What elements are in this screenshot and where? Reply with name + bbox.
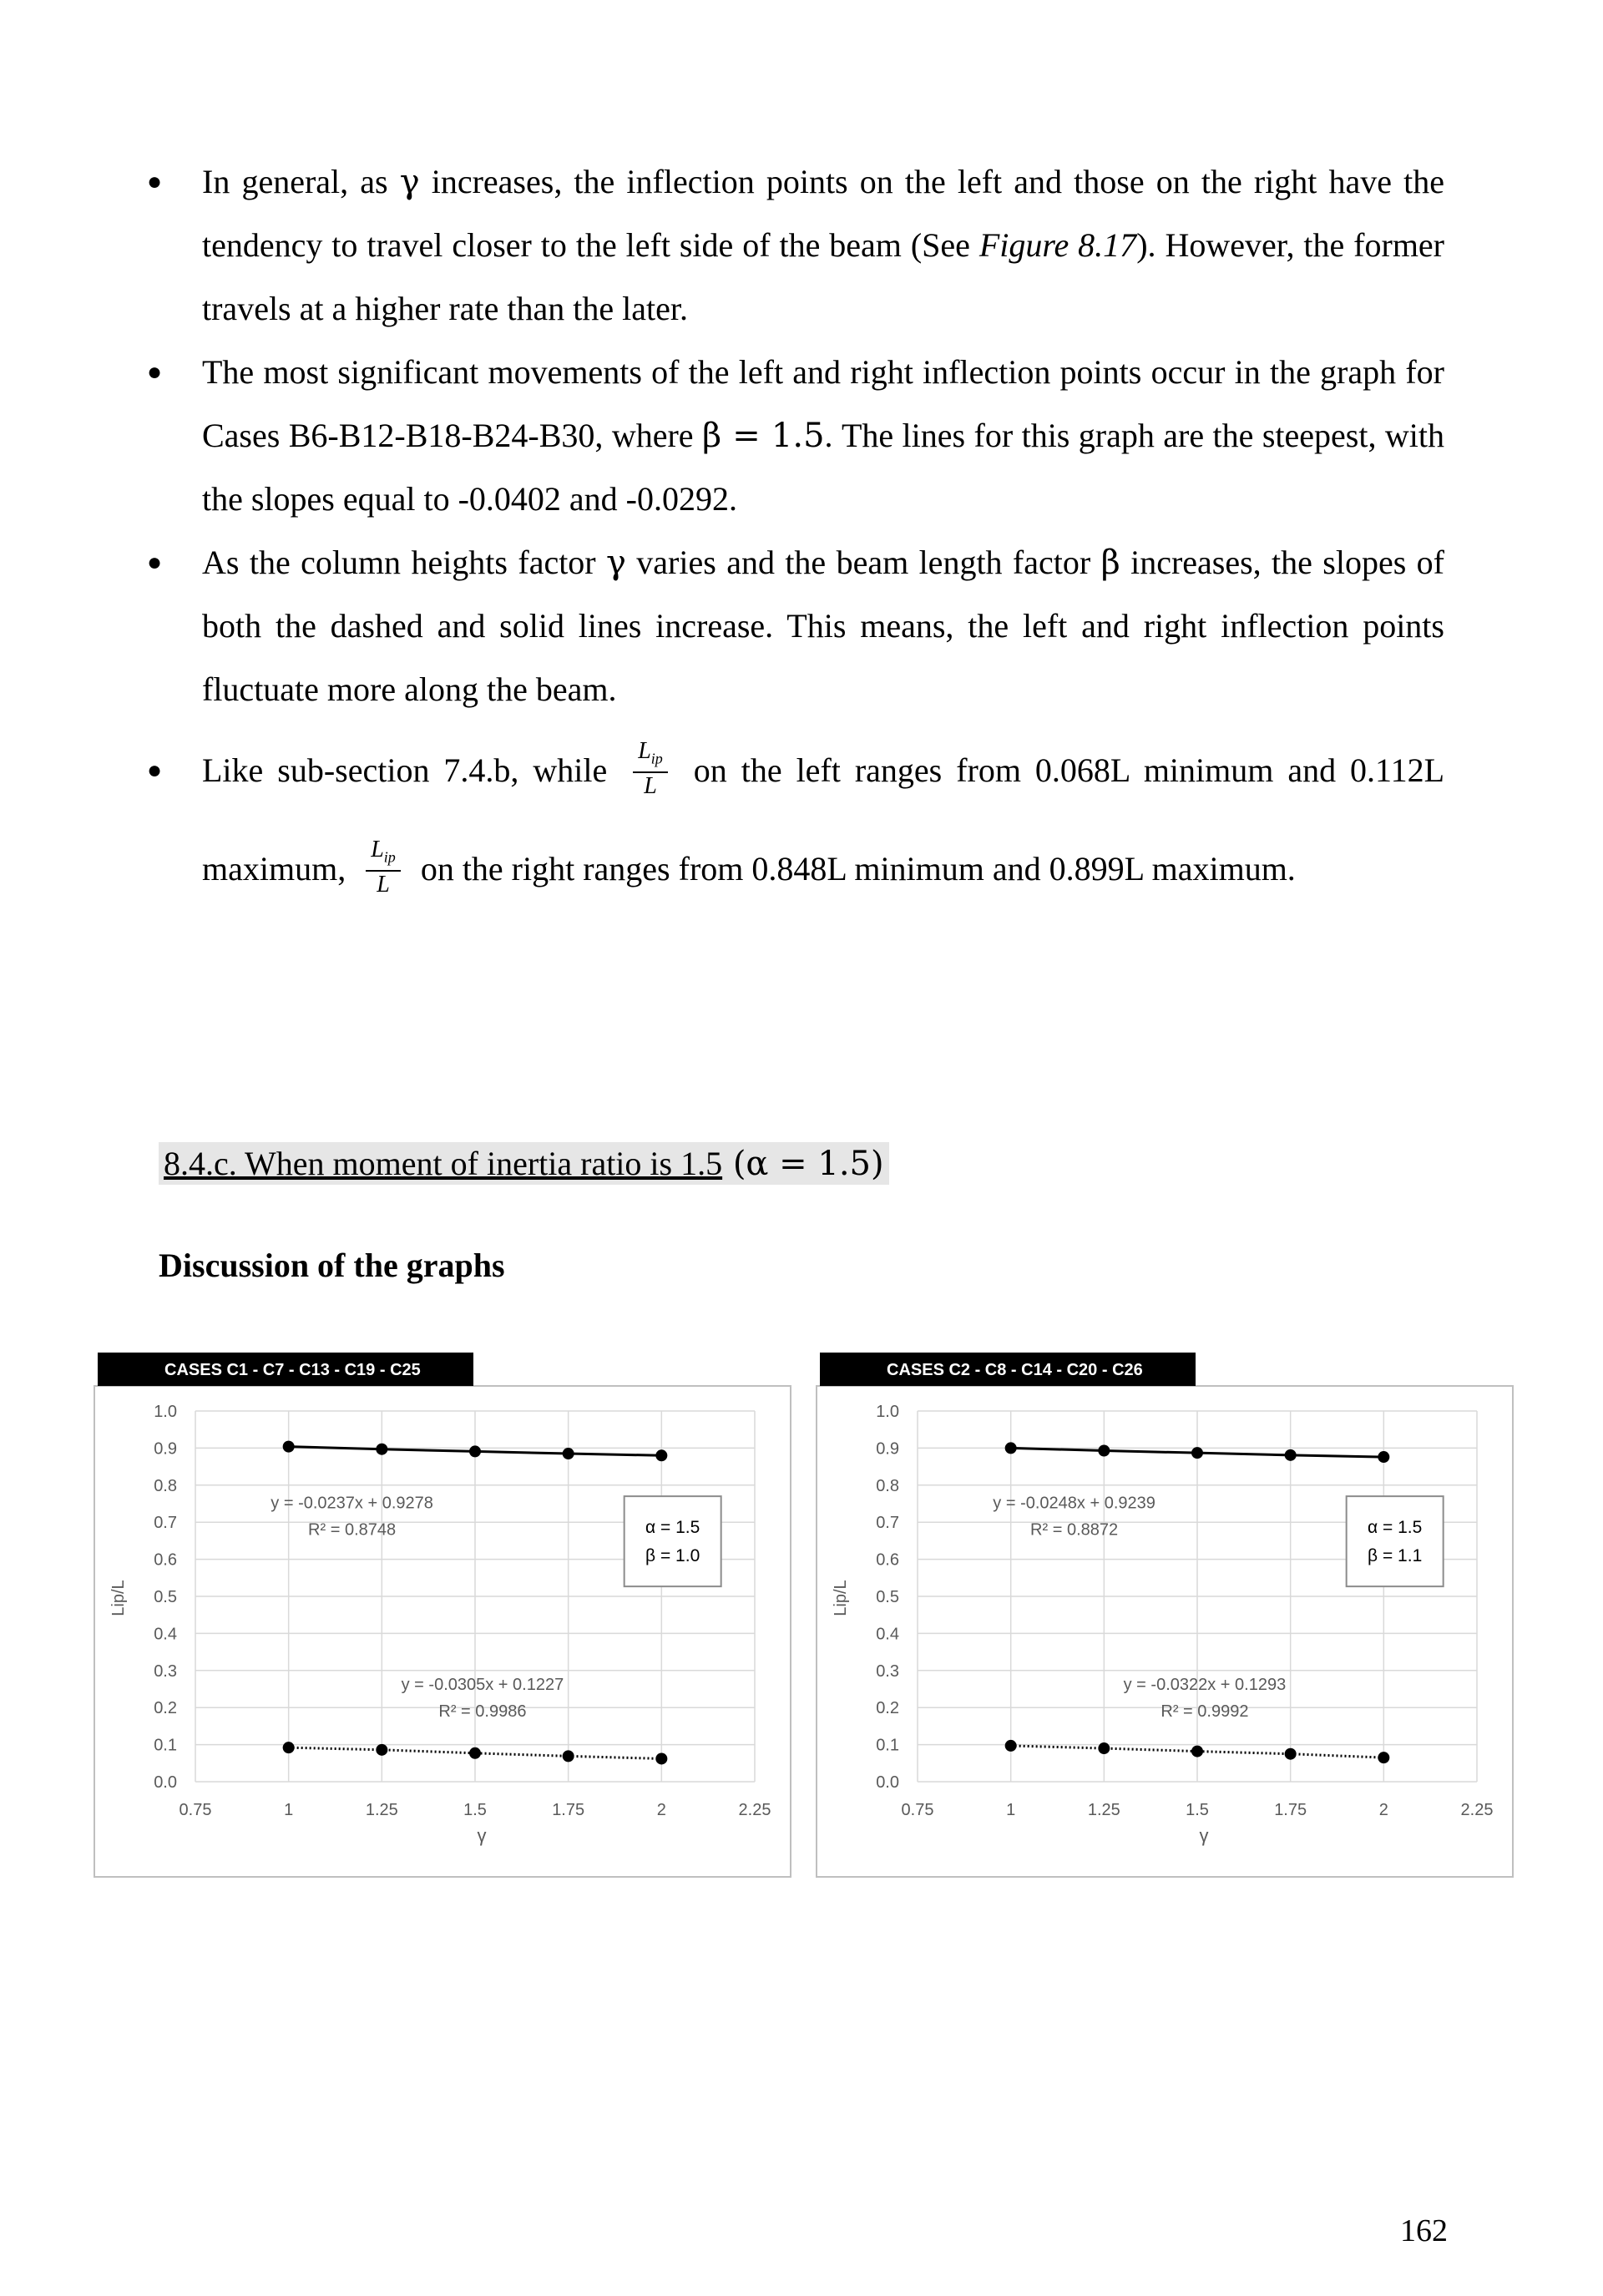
trendline-equation: y = -0.0305x + 0.1227 [401, 1675, 564, 1694]
x-tick-label: 1.5 [1186, 1801, 1209, 1819]
data-point [563, 1750, 574, 1762]
trendline-r-squared: R² = 0.9986 [438, 1702, 527, 1721]
chart-svg [816, 1353, 1514, 1879]
legend-box [1347, 1496, 1444, 1586]
bullet-text: ). However, the former travels at a higher rate than the later. [202, 226, 1445, 327]
y-tick-label: 1.0 [876, 1403, 899, 1421]
data-point [655, 1752, 667, 1764]
data-point [1005, 1740, 1017, 1752]
bullet-dot-icon: ● [147, 358, 163, 386]
data-point [563, 1448, 574, 1459]
y-tick-label: 0.2 [876, 1699, 899, 1718]
trendline-equation: y = -0.0248x + 0.9239 [993, 1494, 1155, 1513]
bullet-item-3 [117, 531, 1444, 721]
legend-text: β = 1.1 [1368, 1546, 1423, 1566]
trendline-equation: y = -0.0322x + 0.1293 [1123, 1675, 1287, 1694]
data-point [1378, 1752, 1389, 1763]
math-beta: β = 1.5 [701, 417, 825, 455]
bullet-text: . The lines for this graph are the steepest, with the slopes equal to -0.0402 and -0.0292. [202, 417, 1444, 518]
data-point [1285, 1748, 1297, 1760]
y-tick-label: 0.3 [876, 1661, 899, 1681]
y-tick-label: 0.3 [154, 1661, 177, 1681]
x-tick-label: 1.5 [463, 1801, 487, 1819]
fraction-lip-over-l [366, 837, 401, 899]
x-tick-label: 1.25 [365, 1801, 398, 1819]
bullet-dot-icon: ● [147, 756, 163, 784]
y-tick-label: 0.4 [876, 1625, 899, 1644]
legend-text: α = 1.5 [645, 1518, 700, 1538]
fraction-subscript: ip [650, 750, 663, 767]
bullet-dot-icon: ● [147, 549, 163, 576]
bullet-text: on the left ranges from 0.068L minimum and 0.112L maximum, [202, 751, 1445, 888]
trendline-r-squared: R² = 0.9992 [1161, 1702, 1249, 1721]
data-point [469, 1445, 481, 1457]
bullet-dot-icon: ● [147, 168, 163, 195]
x-tick-label: 2.25 [1460, 1801, 1494, 1819]
chart-svg [94, 1353, 791, 1879]
page-number: 162 [1400, 2213, 1448, 2248]
x-tick-label: 0.75 [179, 1801, 212, 1819]
y-axis-label: Lip/L [832, 1580, 850, 1616]
bullet-item-2 [117, 341, 1444, 531]
bullet-text: In general, as [202, 163, 400, 200]
y-tick-label: 0.9 [154, 1439, 177, 1459]
y-tick-label: 0.9 [876, 1439, 899, 1459]
fraction-numerator: L [371, 836, 384, 862]
legend-text: β = 1.0 [645, 1546, 700, 1566]
y-tick-label: 0.8 [154, 1476, 177, 1495]
math-gamma: γ [399, 163, 420, 201]
y-tick-label: 0.6 [154, 1550, 177, 1570]
data-point [1191, 1447, 1203, 1459]
trendline-r-squared: R² = 0.8748 [308, 1520, 397, 1540]
data-point [376, 1744, 387, 1756]
chart-left [94, 1353, 791, 1879]
fraction-lip-over-l [633, 738, 668, 801]
y-tick-label: 0.5 [876, 1588, 899, 1606]
data-point [655, 1449, 667, 1461]
bullet-text: increases, the inflection points on the left and those on the right have the tendency to travel closer to the left side of the beam (See [202, 163, 1444, 264]
data-point [1191, 1746, 1203, 1757]
data-point [469, 1747, 481, 1759]
y-tick-label: 0.0 [876, 1773, 899, 1792]
y-tick-label: 0.6 [876, 1550, 899, 1570]
y-tick-label: 0.1 [154, 1736, 177, 1755]
bullet-text: varies and the beam length factor [625, 544, 1101, 581]
y-tick-label: 0.4 [154, 1625, 177, 1644]
y-tick-label: 0.5 [154, 1588, 177, 1606]
bullet-list [117, 150, 1444, 918]
x-tick-label: 1.75 [1274, 1801, 1307, 1819]
bullet-text: As the column heights factor [202, 544, 607, 581]
data-point [376, 1444, 387, 1455]
section-heading [159, 1142, 889, 1185]
bullet-text: Like sub-section 7.4.b, while [202, 751, 608, 789]
fraction-subscript: ip [383, 848, 396, 866]
y-tick-label: 0.2 [154, 1699, 177, 1718]
section-heading-text: 8.4.c. When moment of inertia ratio is 1.5 [164, 1145, 723, 1182]
bullet-item-4 [117, 721, 1444, 918]
data-point [1378, 1451, 1389, 1463]
chart-title: CASES C2 - C8 - C14 - C20 - C26 [887, 1361, 1143, 1379]
data-point [283, 1441, 295, 1453]
data-point [283, 1742, 295, 1753]
fraction-numerator: L [638, 737, 651, 764]
section-heading-math: (α = 1.5) [722, 1145, 884, 1183]
x-tick-label: 1.75 [552, 1801, 585, 1819]
bullet-item-1 [117, 150, 1444, 341]
trendline-r-squared: R² = 0.8872 [1030, 1520, 1119, 1540]
x-axis-label: γ [477, 1825, 487, 1846]
subheading: Discussion of the graphs [159, 1247, 505, 1284]
x-tick-label: 2 [656, 1801, 666, 1819]
x-tick-label: 1.25 [1087, 1801, 1120, 1819]
data-point [1098, 1742, 1110, 1754]
x-tick-label: 1 [1006, 1801, 1016, 1819]
y-tick-label: 1.0 [154, 1403, 177, 1421]
data-point [1005, 1442, 1017, 1454]
bullet-text: on the right ranges from 0.848L minimum and 0.899L maximum. [420, 850, 1296, 888]
trendline-equation: y = -0.0237x + 0.9278 [271, 1494, 433, 1513]
bullet-text: The most significant movements of the left and right inflection points occur in the graph for Cases B6-B12-B18-B24-B30, where [202, 353, 1444, 454]
x-tick-label: 2.25 [738, 1801, 771, 1819]
figure-reference: Figure 8.17 [978, 226, 1137, 264]
x-axis-label: γ [1199, 1825, 1209, 1846]
chart-title: CASES C1 - C7 - C13 - C19 - C25 [164, 1361, 421, 1379]
x-tick-label: 1 [284, 1801, 294, 1819]
chart-right [816, 1353, 1514, 1879]
legend-box [625, 1496, 721, 1586]
y-tick-label: 0.1 [876, 1736, 899, 1755]
data-point [1285, 1449, 1297, 1461]
y-tick-label: 0.0 [154, 1773, 177, 1792]
x-tick-label: 0.75 [901, 1801, 934, 1819]
fraction-denominator: L [644, 773, 657, 800]
y-tick-label: 0.7 [154, 1514, 177, 1533]
fraction-denominator: L [377, 872, 390, 898]
y-tick-label: 0.8 [876, 1476, 899, 1495]
legend-text: α = 1.5 [1368, 1518, 1423, 1538]
data-point [1098, 1445, 1110, 1457]
y-axis-label: Lip/L [109, 1580, 128, 1616]
bullet-text: increases, the slopes of both the dashed and solid lines increase. This means, the left and right inflection points fluctuate more along the beam. [202, 544, 1444, 708]
math-beta: β [1100, 544, 1120, 582]
x-tick-label: 2 [1378, 1801, 1388, 1819]
y-tick-label: 0.7 [876, 1514, 899, 1533]
math-gamma: γ [606, 544, 626, 582]
